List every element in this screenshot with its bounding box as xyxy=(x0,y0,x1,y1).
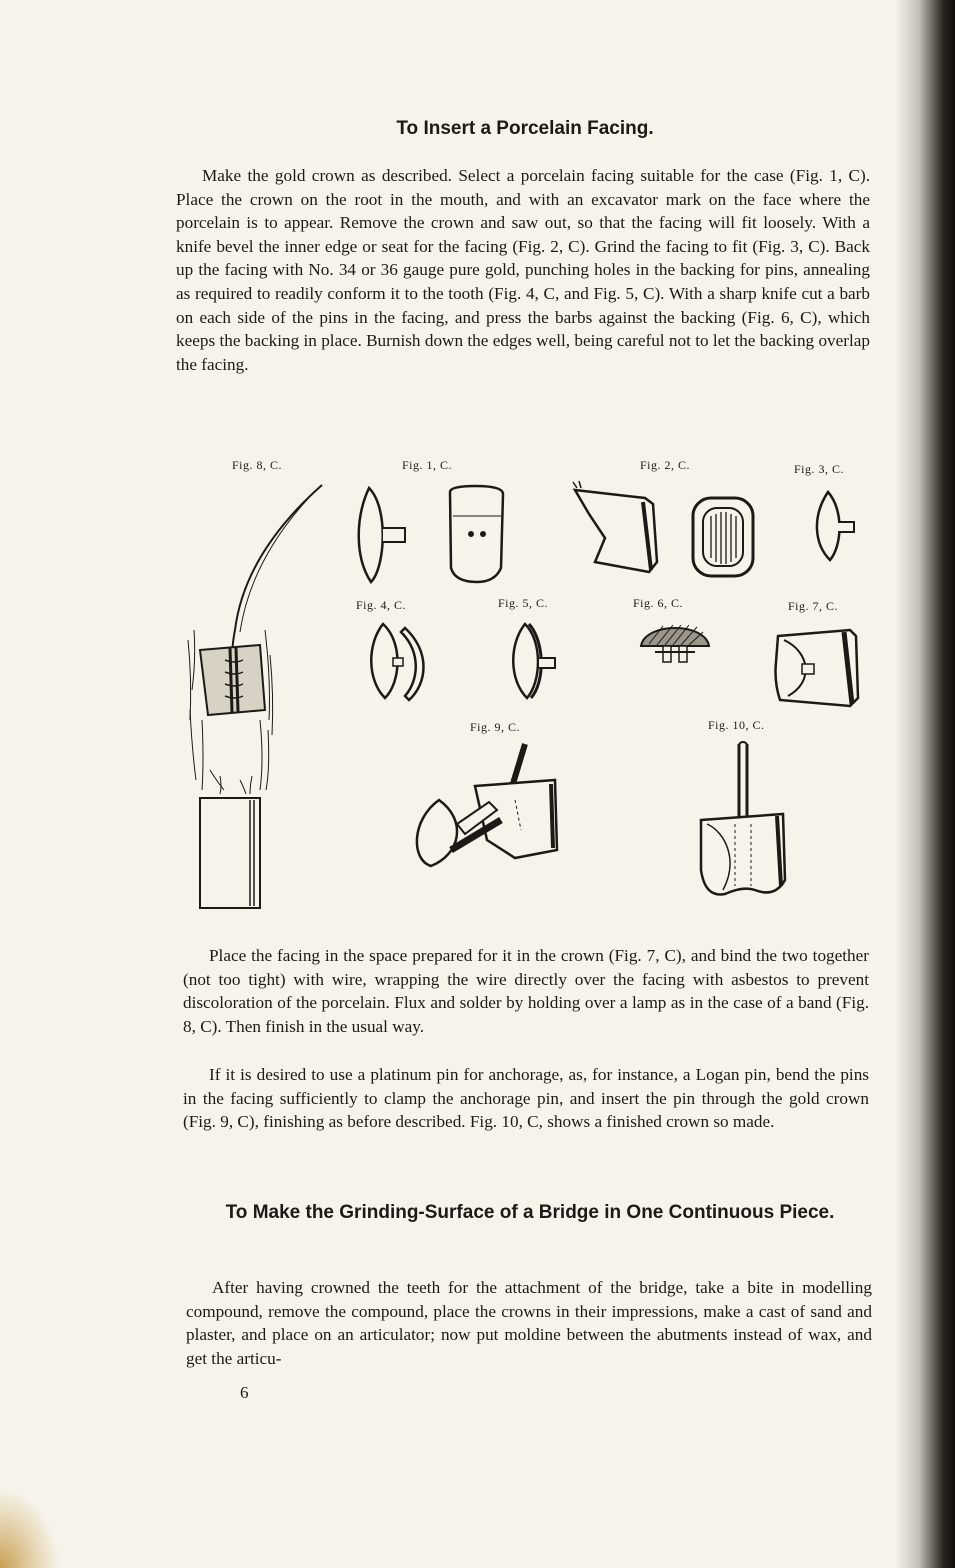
corner-stain xyxy=(0,1488,60,1568)
fig-1-label: Fig. 1, C. xyxy=(402,458,453,472)
fig-5-backed-facing-illustration xyxy=(505,618,565,703)
fig-6-barbed-pins-illustration xyxy=(635,612,715,672)
paragraph-logan-pin: If it is desired to use a platinum pin for anchorage, as, for instance, a Logan pin, bend the pins in the facing sufficiently to clamp the anchorage pin, and insert the pin through the gold crown (Fig. 9, C), finishing as before described. Fig. 10, C, shows a finished crown so made. xyxy=(183,1065,869,1132)
fig-3-label: Fig. 3, C. xyxy=(794,462,845,476)
fig-1-porcelain-facing-illustration xyxy=(355,478,515,588)
fig-5-label: Fig. 5, C. xyxy=(498,596,549,610)
fig-3-ground-facing-illustration xyxy=(808,488,868,568)
page-number: 6 xyxy=(240,1383,249,1402)
fig-2-label: Fig. 2, C. xyxy=(640,458,691,472)
fig-4-label: Fig. 4, C. xyxy=(356,598,407,612)
paragraph-facing-instructions: Make the gold crown as described. Select a porcelain facing suitable for the case (Fig. 1, C). Place the crown on the root in the mouth, and with an excavator mark on the face where the porcelain is to appear. Remove the crown and saw out, so that the facing will fit loosely. With a knife bevel the inner edge or seat for the facing (Fig. 2, C). Grind the facing to fit (Fig. 3, C). Back up the facing with No. 34 or 36 gauge pure gold, punching holes in the backing for pins, annealing as required to readily conform it to the tooth (Fig. 4, C, and Fig. 5, C). With a sharp knife cut a barb on each side of the pins in the facing, and press the barbs against the backing (Fig. 6, C), which keeps the backing in place. Burnish down the edges well, being careful not to let the backing overlap the facing. xyxy=(176,166,870,374)
fig-8-label: Fig. 8, C. xyxy=(232,458,283,472)
heading-porcelain-facing: To Insert a Porcelain Facing. xyxy=(396,118,654,139)
fig-7-facing-in-crown-illustration xyxy=(770,622,862,712)
fig-2-crown-seat-illustration xyxy=(565,478,790,588)
page-edge-shadow xyxy=(895,0,955,1568)
fig-4-backed-facing-illustration xyxy=(365,618,440,703)
fig-9-label: Fig. 9, C. xyxy=(470,720,521,734)
fig-8-soldering-brush-illustration xyxy=(180,480,290,910)
fig-10-label: Fig. 10, C. xyxy=(708,718,765,732)
heading-grinding-surface: To Make the Grinding-Surface of a Bridge in One Continuous Piece. xyxy=(225,1202,835,1223)
fig-7-label: Fig. 7, C. xyxy=(788,599,839,613)
paragraph-bridge-instructions: After having crowned the teeth for the attachment of the bridge, take a bite in modelling compound, remove the compound, place the crowns in their impressions, make a cast of sand and plaster, and place on an articulator; now put moldine between the abutments instead of wax, and get the articu- xyxy=(186,1278,872,1368)
paragraph-binding-instructions: Place the facing in the space prepared for it in the crown (Fig. 7, C), and bind the two together (not too tight) with wire, wrapping the wire directly over the facing with asbestos to prevent discoloration of the porcelain. Flux and solder by holding over a lamp as in the case of a band (Fig. 8, C). Then finish in the usual way. xyxy=(183,946,869,1036)
fig-9-logan-pin-crown-illustration xyxy=(405,740,565,870)
fig-6-label: Fig. 6, C. xyxy=(633,596,684,610)
fig-10-finished-crown-illustration xyxy=(695,740,795,905)
